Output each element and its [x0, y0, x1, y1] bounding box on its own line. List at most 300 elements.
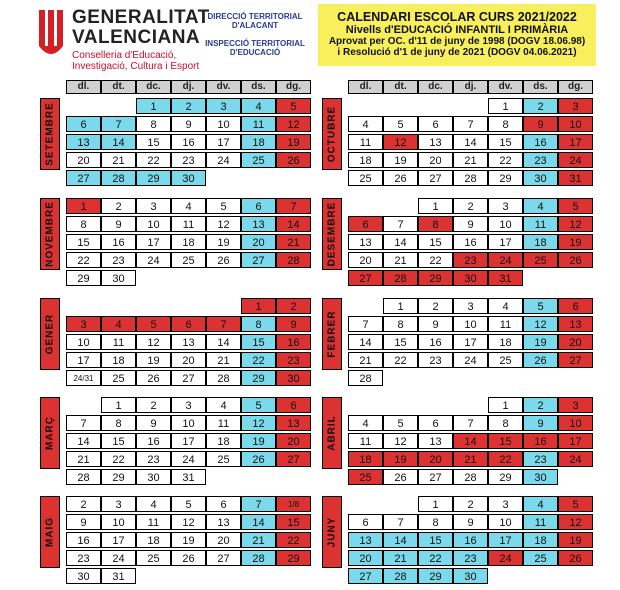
calendar-day: 28	[66, 469, 101, 485]
calendar-day: 4	[171, 198, 206, 214]
calendar-day: 11	[206, 415, 241, 431]
calendar-day: 23	[453, 550, 488, 566]
calendar-day: 25	[241, 152, 276, 168]
calendar-day: 4	[348, 116, 383, 132]
calendar-day: 18	[348, 451, 383, 467]
weekday-header: dl.	[66, 80, 101, 94]
calendar-day: 25	[136, 550, 171, 566]
calendar-day: 29	[241, 370, 276, 386]
calendar-day: 5	[558, 496, 593, 512]
calendar-day: 19	[523, 334, 558, 350]
calendar-day: 1/8	[276, 496, 311, 512]
resolution: i Resolució d'1 de juny de 2021 (DOGV 04.06.2021)	[337, 47, 577, 58]
calendar-day: 4	[206, 397, 241, 413]
calendar-day: 10	[488, 216, 523, 232]
calendar-day: 23	[101, 252, 136, 268]
calendar-day: 15	[488, 134, 523, 150]
calendar-day: 26	[558, 252, 593, 268]
calendar-day: 10	[136, 216, 171, 232]
calendar-day: 4	[488, 298, 523, 314]
calendar-day: 25	[348, 170, 383, 186]
calendar-day: 3	[558, 98, 593, 114]
calendar-day: 20	[348, 550, 383, 566]
calendar-day: 28	[206, 370, 241, 386]
calendar-day: 27	[418, 469, 453, 485]
weekday-header: ds.	[523, 80, 558, 94]
calendar-day: 16	[523, 433, 558, 449]
calendar-day: 8	[101, 415, 136, 431]
calendar-day: 17	[101, 532, 136, 548]
calendar-day: 6	[66, 116, 101, 132]
brand-sub-1: Conselleria d'Educació,	[72, 50, 177, 61]
calendar-day: 28	[453, 469, 488, 485]
weekday-header: dc.	[136, 80, 171, 94]
calendar-day: 7	[101, 116, 136, 132]
calendar-day: 4	[523, 496, 558, 512]
calendar-day: 30	[66, 568, 101, 584]
calendar-day: 4	[136, 496, 171, 512]
calendar-day: 30	[523, 469, 558, 485]
calendar-day: 21	[66, 451, 101, 467]
calendar-day: 12	[383, 134, 418, 150]
calendar-day: 13	[276, 415, 311, 431]
calendar-day: 18	[523, 234, 558, 250]
calendar-day: 12	[171, 514, 206, 530]
weekday-header: dt.	[101, 80, 136, 94]
calendar-day: 10	[206, 116, 241, 132]
calendar-day: 20	[206, 532, 241, 548]
calendar-day: 17	[558, 134, 593, 150]
calendar-day: 22	[241, 352, 276, 368]
calendar-day: 12	[241, 415, 276, 431]
calendar-day: 10	[171, 415, 206, 431]
brand-line-2: VALENCIANA	[72, 27, 201, 48]
calendar-day: 20	[348, 252, 383, 268]
calendar-day: 9	[523, 116, 558, 132]
calendar-day: 4	[101, 316, 136, 332]
calendar-day: 3	[488, 496, 523, 512]
calendar-day: 25	[171, 252, 206, 268]
calendar-day: 14	[101, 134, 136, 150]
month-name: JUNY	[326, 516, 338, 548]
calendar-day: 24	[488, 252, 523, 268]
calendar-day: 17	[488, 532, 523, 548]
calendar-day: 9	[136, 415, 171, 431]
month-label	[322, 198, 342, 270]
calendar-day: 4	[241, 98, 276, 114]
calendar-day: 26	[206, 252, 241, 268]
calendar-day: 20	[66, 152, 101, 168]
calendar-day: 25	[101, 370, 136, 386]
calendar-day: 15	[418, 234, 453, 250]
calendar-day: 11	[523, 514, 558, 530]
calendar-day: 18	[488, 334, 523, 350]
calendar-day: 15	[241, 334, 276, 350]
calendar-day: 23	[136, 451, 171, 467]
calendar-day: 30	[453, 568, 488, 584]
calendar-day: 6	[558, 298, 593, 314]
calendar-day: 2	[523, 98, 558, 114]
calendar-day: 3	[558, 397, 593, 413]
calendar-day: 30	[101, 270, 136, 286]
calendar-day: 7	[66, 415, 101, 431]
calendar-day: 23	[66, 550, 101, 566]
month-name: NOVEMBRE	[44, 201, 56, 267]
calendar-day: 27	[171, 370, 206, 386]
calendar-day: 26	[136, 370, 171, 386]
calendar-day: 1	[418, 496, 453, 512]
calendar-day: 17	[453, 334, 488, 350]
calendar-day: 5	[276, 98, 311, 114]
calendar-day: 16	[276, 334, 311, 350]
calendar-day: 11	[488, 316, 523, 332]
calendar-day: 11	[348, 433, 383, 449]
calendar-day: 15	[488, 433, 523, 449]
calendar-day: 10	[558, 116, 593, 132]
weekday-header: dg.	[276, 80, 311, 94]
calendar-day: 15	[276, 514, 311, 530]
calendar-day: 13	[348, 234, 383, 250]
calendar-day: 15	[418, 532, 453, 548]
calendar-day: 31	[171, 469, 206, 485]
calendar-day: 5	[383, 415, 418, 431]
calendar-day: 14	[241, 514, 276, 530]
calendar-day: 28	[453, 170, 488, 186]
calendar-day: 5	[558, 198, 593, 214]
calendar-day: 9	[101, 216, 136, 232]
calendar-day: 8	[383, 316, 418, 332]
calendar-day: 7	[348, 316, 383, 332]
calendar-day: 9	[523, 415, 558, 431]
calendar-day: 14	[453, 433, 488, 449]
calendar-day: 19	[276, 134, 311, 150]
calendar-day: 20	[276, 433, 311, 449]
calendar-day: 8	[136, 116, 171, 132]
calendar-day: 24/31	[66, 370, 101, 386]
calendar-day: 22	[418, 550, 453, 566]
calendar-day: 6	[348, 216, 383, 232]
calendar-day: 20	[241, 234, 276, 250]
month-name: SETEMBRE	[44, 102, 56, 166]
month-label	[40, 298, 60, 370]
calendar-day: 29	[136, 170, 171, 186]
calendar-day: 8	[418, 216, 453, 232]
calendar-day: 26	[558, 550, 593, 566]
calendar-day: 30	[171, 170, 206, 186]
calendar-day: 18	[136, 532, 171, 548]
calendar-day: 23	[418, 352, 453, 368]
calendar-day: 24	[488, 550, 523, 566]
calendar-day: 14	[453, 134, 488, 150]
calendar-day: 4	[523, 198, 558, 214]
calendar-day: 24	[558, 152, 593, 168]
calendar-day: 27	[241, 252, 276, 268]
calendar-day: 12	[206, 216, 241, 232]
calendar-day: 23	[453, 252, 488, 268]
calendar-day: 22	[488, 451, 523, 467]
month-label	[40, 98, 60, 170]
calendar-day: 16	[453, 234, 488, 250]
month-label	[40, 496, 60, 568]
calendar-day: 31	[101, 568, 136, 584]
calendar-day: 21	[453, 451, 488, 467]
calendar-day: 14	[383, 234, 418, 250]
calendar-day: 5	[383, 116, 418, 132]
calendar-day: 22	[276, 532, 311, 548]
calendar-day: 2	[66, 496, 101, 512]
calendar-day: 7	[241, 496, 276, 512]
calendar-day: 6	[171, 316, 206, 332]
calendar-day: 7	[383, 514, 418, 530]
calendar-day: 29	[101, 469, 136, 485]
calendar-day: 21	[453, 152, 488, 168]
weekday-header: ds.	[241, 80, 276, 94]
calendar-day: 13	[66, 134, 101, 150]
calendar-day: 18	[241, 134, 276, 150]
calendar-day: 21	[276, 234, 311, 250]
calendar-day: 15	[101, 433, 136, 449]
weekday-header: dj.	[171, 80, 206, 94]
calendar-day: 5	[523, 298, 558, 314]
calendar-day: 12	[523, 316, 558, 332]
calendar-day: 17	[66, 352, 101, 368]
calendar-day: 12	[136, 334, 171, 350]
calendar-day: 2	[276, 298, 311, 314]
calendar-day: 22	[418, 252, 453, 268]
month-label	[322, 98, 342, 170]
calendar-day: 7	[383, 216, 418, 232]
calendar-day: 20	[418, 152, 453, 168]
calendar-day: 2	[101, 198, 136, 214]
month-name: ABRIL	[326, 415, 338, 451]
calendar-day: 23	[523, 451, 558, 467]
month-label	[40, 198, 60, 270]
calendar-day: 31	[488, 270, 523, 286]
calendar-day: 22	[383, 352, 418, 368]
month-label	[322, 496, 342, 568]
calendar-day: 9	[171, 116, 206, 132]
calendar-day: 14	[66, 433, 101, 449]
calendar-day: 6	[348, 514, 383, 530]
calendar-day: 29	[418, 270, 453, 286]
calendar-day: 26	[241, 451, 276, 467]
calendar-day: 19	[206, 234, 241, 250]
calendar-day: 3	[66, 316, 101, 332]
calendar-day: 21	[383, 252, 418, 268]
calendar-day: 8	[66, 216, 101, 232]
calendar-day: 16	[171, 134, 206, 150]
calendar-day: 30	[136, 469, 171, 485]
calendar-day: 1	[488, 98, 523, 114]
calendar-day: 25	[523, 550, 558, 566]
calendar-day: 23	[276, 352, 311, 368]
calendar-day: 27	[348, 270, 383, 286]
calendar-day: 30	[453, 270, 488, 286]
direction-line-1: DIRECCIÓ TERRITORIAL	[207, 12, 303, 21]
calendar-day: 6	[418, 116, 453, 132]
month-name: MARÇ	[44, 416, 56, 450]
calendar-day: 17	[136, 234, 171, 250]
coat-of-arms-icon	[36, 8, 66, 62]
calendar-day: 21	[383, 550, 418, 566]
calendar-day: 23	[523, 152, 558, 168]
calendar-day: 11	[523, 216, 558, 232]
calendar-day: 7	[453, 415, 488, 431]
calendar-day: 12	[276, 116, 311, 132]
calendar-day: 13	[418, 433, 453, 449]
calendar-day: 21	[206, 352, 241, 368]
calendar-day: 14	[206, 334, 241, 350]
generalitat-logo	[36, 6, 216, 72]
weekday-header: dg.	[558, 80, 593, 94]
calendar-day: 1	[488, 397, 523, 413]
calendar-day: 15	[383, 334, 418, 350]
calendar-day: 8	[418, 514, 453, 530]
approval-order: Aprovat per OC. d'11 de juny de 1998 (DOGV 18.06.98)	[328, 36, 586, 47]
calendar-day: 26	[171, 550, 206, 566]
calendar-day: 3	[101, 496, 136, 512]
calendar-day: 5	[171, 496, 206, 512]
calendar-day: 16	[101, 234, 136, 250]
calendar-day: 6	[241, 198, 276, 214]
calendar-day: 13	[558, 316, 593, 332]
calendar-day: 20	[171, 352, 206, 368]
calendar-day: 22	[66, 252, 101, 268]
calendar-day: 10	[101, 514, 136, 530]
calendar-day: 3	[488, 198, 523, 214]
calendar-day: 2	[523, 397, 558, 413]
territorial-offices	[200, 12, 310, 57]
calendar-day: 18	[101, 352, 136, 368]
calendar-day: 2	[171, 98, 206, 114]
calendar-day: 3	[453, 298, 488, 314]
calendar-day: 19	[171, 532, 206, 548]
calendar-day: 10	[558, 415, 593, 431]
calendar-day: 5	[241, 397, 276, 413]
brand-sub-2: Investigació, Cultura i Esport	[72, 61, 200, 72]
calendar-day: 18	[523, 532, 558, 548]
calendar-day: 27	[206, 550, 241, 566]
calendar-day: 19	[558, 532, 593, 548]
calendar-day: 28	[383, 270, 418, 286]
month-name: OCTUBRE	[326, 105, 338, 163]
calendar-day: 8	[488, 415, 523, 431]
calendar-day: 6	[418, 415, 453, 431]
calendar-day: 19	[241, 433, 276, 449]
education-levels: Nivells d'EDUCACIÓ INFANTIL I PRIMÀRIA	[345, 24, 569, 36]
calendar-day: 10	[488, 514, 523, 530]
calendar-day: 6	[206, 496, 241, 512]
calendar-day: 2	[136, 397, 171, 413]
calendar-day: 13	[418, 134, 453, 150]
calendar-day: 22	[488, 152, 523, 168]
month-name: DESEMBRE	[326, 201, 338, 267]
calendar-day: 14	[348, 334, 383, 350]
calendar-day: 27	[276, 451, 311, 467]
calendar-day: 1	[418, 198, 453, 214]
calendar-day: 1	[383, 298, 418, 314]
calendar-day: 19	[383, 451, 418, 467]
calendar-day: 27	[558, 352, 593, 368]
calendar-day: 14	[383, 532, 418, 548]
calendar-day: 29	[66, 270, 101, 286]
weekday-header: dv.	[488, 80, 523, 94]
calendar-day: 29	[418, 568, 453, 584]
calendar-day: 11	[136, 514, 171, 530]
calendar-day: 19	[136, 352, 171, 368]
calendar-day: 25	[348, 469, 383, 485]
calendar-day: 1	[66, 198, 101, 214]
calendar-day: 27	[418, 170, 453, 186]
calendar-day: 20	[558, 334, 593, 350]
calendar-day: 24	[453, 352, 488, 368]
calendar-day: 7	[453, 116, 488, 132]
calendar-day: 29	[488, 469, 523, 485]
inspection-line-2: D'EDUCACIÓ	[229, 48, 281, 57]
calendar-day: 25	[523, 252, 558, 268]
calendar-day: 4	[348, 415, 383, 431]
calendar-day: 17	[171, 433, 206, 449]
calendar-day: 8	[241, 316, 276, 332]
calendar-day: 26	[523, 352, 558, 368]
calendar-day: 9	[453, 216, 488, 232]
calendar-day: 12	[383, 433, 418, 449]
calendar-day: 7	[276, 198, 311, 214]
calendar-day: 25	[488, 352, 523, 368]
calendar-day: 18	[206, 433, 241, 449]
calendar-day: 8	[488, 116, 523, 132]
calendar-day: 9	[418, 316, 453, 332]
calendar-day: 3	[136, 198, 171, 214]
weekday-header: dl.	[348, 80, 383, 94]
calendar-day: 27	[348, 568, 383, 584]
calendar-day: 20	[418, 451, 453, 467]
weekday-header: dv.	[206, 80, 241, 94]
calendar-day: 11	[171, 216, 206, 232]
calendar-day: 30	[276, 370, 311, 386]
weekday-header: dc.	[418, 80, 453, 94]
calendar-day: 26	[276, 152, 311, 168]
calendar-day: 26	[383, 469, 418, 485]
calendar-day: 11	[348, 134, 383, 150]
calendar-day: 21	[101, 152, 136, 168]
calendar-day: 15	[136, 134, 171, 150]
calendar-day: 28	[101, 170, 136, 186]
calendar-day: 31	[558, 170, 593, 186]
calendar-day: 29	[488, 170, 523, 186]
month-name: MAIG	[44, 516, 56, 548]
calendar-day: 24	[136, 252, 171, 268]
calendar-day: 2	[418, 298, 453, 314]
calendar-day: 16	[136, 433, 171, 449]
month-label	[322, 298, 342, 370]
month-name: FEBRER	[326, 310, 338, 358]
calendar-day: 13	[348, 532, 383, 548]
calendar-day: 30	[523, 170, 558, 186]
calendar-day: 21	[241, 532, 276, 548]
calendar-day: 16	[453, 532, 488, 548]
calendar-day: 17	[488, 234, 523, 250]
calendar-day: 24	[558, 451, 593, 467]
calendar-day: 17	[206, 134, 241, 150]
weekday-header: dj.	[453, 80, 488, 94]
calendar-day: 11	[241, 116, 276, 132]
calendar-day: 19	[558, 234, 593, 250]
calendar-title: CALENDARI ESCOLAR CURS 2021/2022	[337, 10, 577, 24]
calendar-day: 5	[136, 316, 171, 332]
calendar-day: 25	[206, 451, 241, 467]
calendar-day: 24	[101, 550, 136, 566]
